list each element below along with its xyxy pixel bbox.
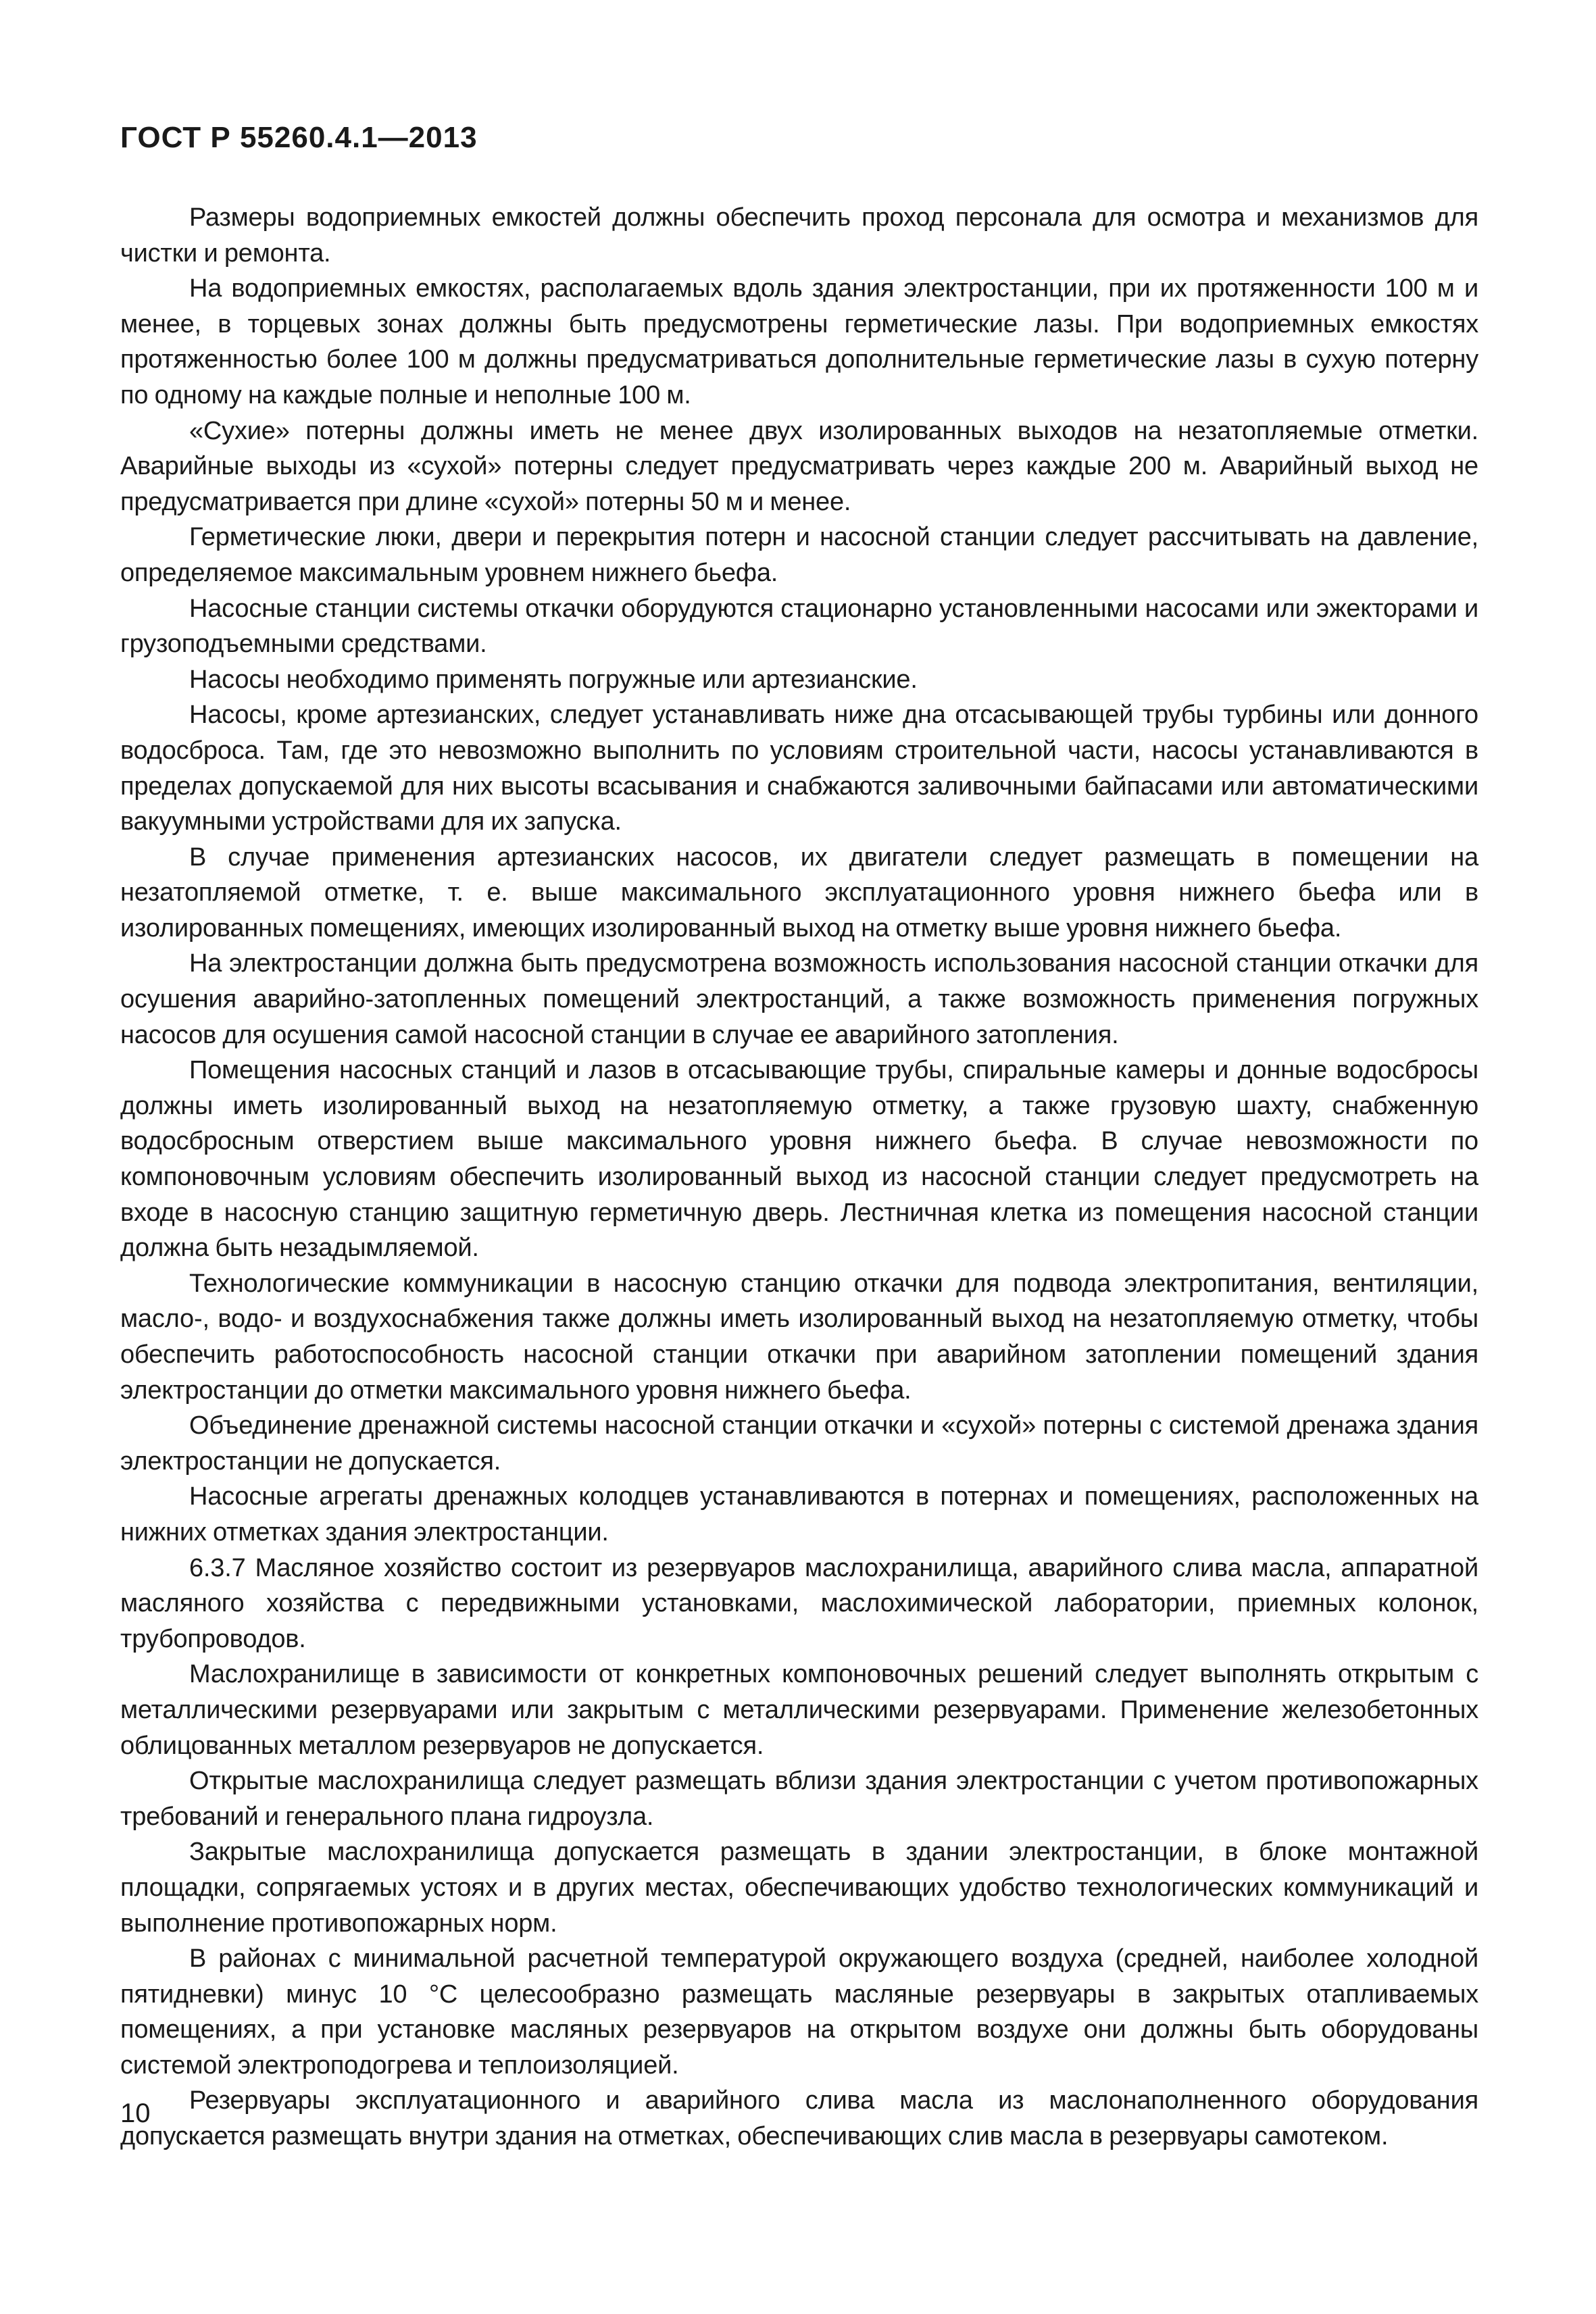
paragraph: На водоприемных емкостях, располагаемых вдоль здания электростанции, при их протяженности 100 м и менее, в торцевых зонах должны быть предусмотрены герметические лазы. При водоприемных емкостях протяженностью более 100 м должны предусматриваться дополнительные герметические лазы в сухую потерну по одному на каждые полные и неполные 100 м. (120, 274, 1478, 409)
paragraph: Резервуары эксплуатационного и аварийного слива масла из маслонаполненного оборудования допускается размещать внутри здания на отметках, обеспечивающих слив масла в резервуары самотеком. (120, 2086, 1478, 2151)
paragraph: Насосные агрегаты дренажных колодцев устанавливаются в потернах и помещениях, расположенных на нижних отметках здания электростанции. (120, 1482, 1478, 1546)
paragraph: Технологические коммуникации в насосную станцию откачки для подвода электропитания, вентиляции, масло-, водо- и воздухоснабжения также должны иметь изолированный выход на незатопляемую отметку, чтобы обеспечить работоспособность насосной станции откачки при аварийном затоплении помещений здания электростанции до отметки максимального уровня нижнего бьефа. (120, 1269, 1478, 1405)
section-paragraph: 6.3.7 Масляное хозяйство состоит из резервуаров маслохранилища, аварийного слива масла, аппаратной масляного хозяйства с передвижными установками, маслохимической лаборатории, приемных колонок, трубопроводов. (120, 1553, 1478, 1653)
paragraph: Объединение дренажной системы насосной станции откачки и «сухой» потерны с системой дренажа здания электростанции не допускается. (120, 1411, 1478, 1476)
paragraph: Насосы, кроме артезианских, следует устанавливать ниже дна отсасывающей трубы турбины или донного водосброса. Там, где это невозможно выполнить по условиям строительной части, насосы устанавливаются в пределах допускаемой для них высоты всасывания и снабжаются заливочными байпасами или автоматическими вакуумными устройствами для их запуска. (120, 701, 1478, 836)
document-header: ГОСТ Р 55260.4.1—2013 (120, 121, 478, 154)
paragraph: «Сухие» потерны должны иметь не менее двух изолированных выходов на незатопляемые отметки. Аварийные выходы из «сухой» потерны следует предусматривать через каждые 200 м. Аварийный выход не предусматривается при длине «сухой» потерны 50 м и менее. (120, 416, 1478, 516)
paragraph: Герметические люки, двери и перекрытия потерн и насосной станции следует рассчитывать на давление, определяемое максимальным уровнем нижнего бьефа. (120, 523, 1478, 587)
page-number: 10 (120, 2098, 151, 2128)
paragraph: Насосные станции системы откачки оборудуются стационарно установленными насосами или эжекторами и грузоподъемными средствами. (120, 594, 1478, 659)
paragraph: В районах с минимальной расчетной температурой окружающего воздуха (средней, наиболее холодной пятидневки) минус 10 °С целесообразно размещать масляные резервуары в закрытых отапливаемых помещениях, а при установке масляных резервуаров на открытом воздухе они должны быть оборудованы системой электроподогрева и теплоизоляцией. (120, 1944, 1478, 2080)
paragraph: В случае применения артезианских насосов, их двигатели следует размещать в помещении на незатопляемой отметке, т. е. выше максимального эксплуатационного уровня нижнего бьефа или в изолированных помещениях, имеющих изолированный выход на отметку выше уровня нижнего бьефа. (120, 842, 1478, 942)
paragraph: Помещения насосных станций и лазов в отсасывающие трубы, спиральные камеры и донные водосбросы должны иметь изолированный выход на незатопляемую отметку, а также грузовую шахту, снабженную водосбросным отверстием выше максимального уровня нижнего бьефа. В случае невозможности по компоновочным условиям обеспечить изолированный выход из насосной станции следует предусмотреть на входе в насосную станцию защитную герметичную дверь. Лестничная клетка из помещения насосной станции должна быть незадымляемой. (120, 1056, 1478, 1263)
paragraph: Насосы необходимо применять погружные или артезианские. (189, 665, 918, 694)
document-body (120, 200, 1478, 2155)
paragraph: Маслохранилище в зависимости от конкретных компоновочных решений следует выполнять открытым с металлическими резервуарами или закрытым с металлическими резервуарами. Применение железобетонных облицованных металлом резервуаров не допускается. (120, 1660, 1478, 1760)
paragraph: Закрытые маслохранилища допускается размещать в здании электростанции, в блоке монтажной площадки, сопрягаемых устоях и в других местах, обеспечивающих удобство технологических коммуникаций и выполнение противопожарных норм. (120, 1838, 1478, 1938)
paragraph: Открытые маслохранилища следует размещать вблизи здания электростанции с учетом противопожарных требований и генерального плана гидроузла. (120, 1767, 1478, 1831)
paragraph: Размеры водоприемных емкостей должны обеспечить проход персонала для осмотра и механизмов для чистки и ремонта. (120, 203, 1478, 268)
paragraph: На электростанции должна быть предусмотрена возможность использования насосной станции откачки для осушения аварийно-затопленных помещений электростанций, а также возможность применения погружных насосов для осушения самой насосной станции в случае ее аварийного затопления. (120, 949, 1478, 1049)
